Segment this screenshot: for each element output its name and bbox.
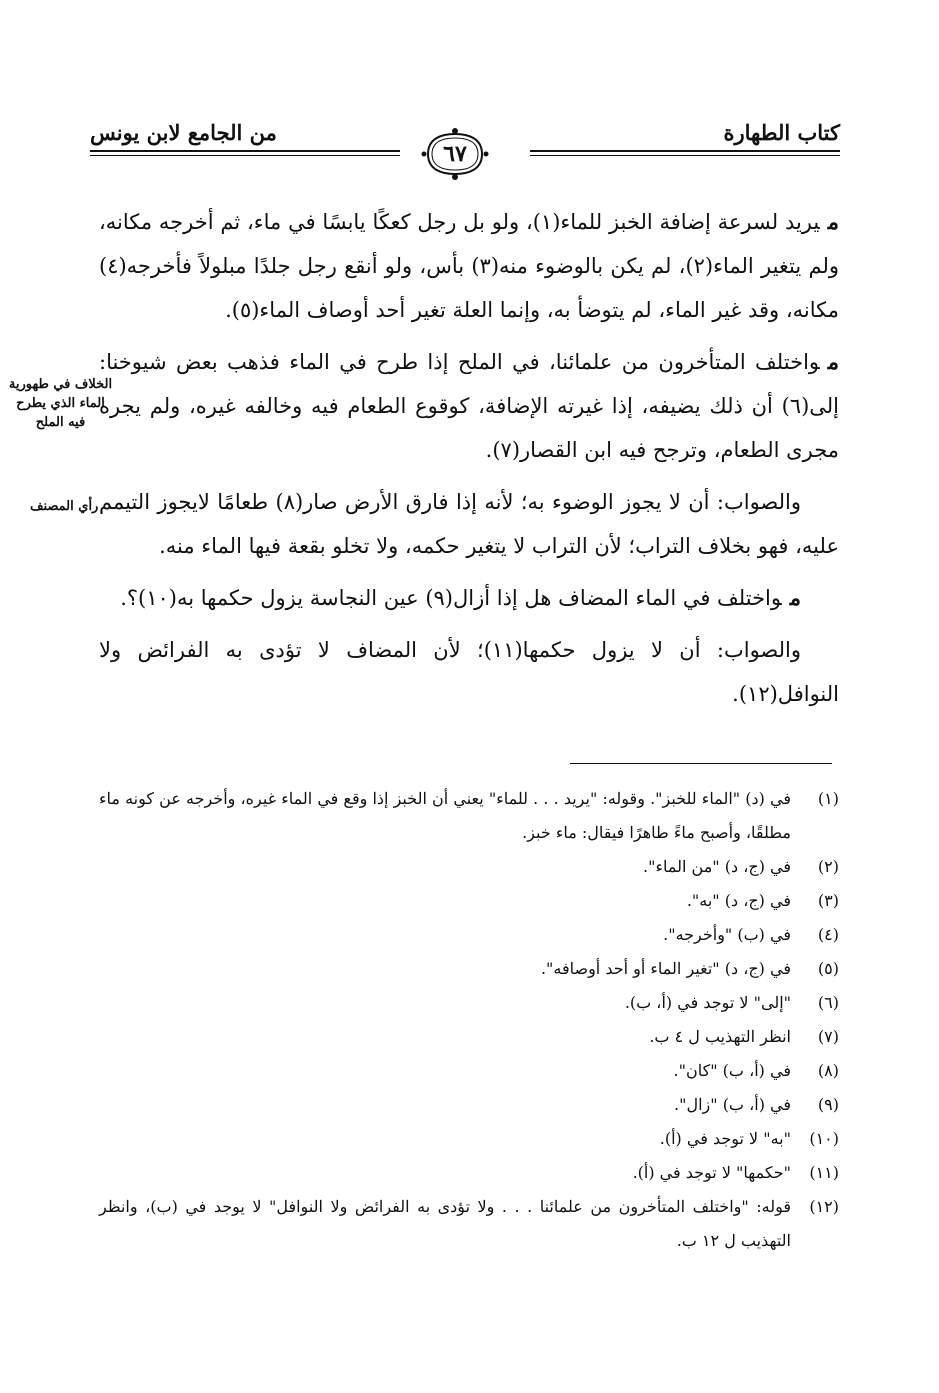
- footnote-number: (٤): [817, 925, 839, 944]
- header-rule-left: [90, 150, 400, 152]
- footnote: [99, 986, 839, 1020]
- paragraph-text: والصواب: أن لا يجوز الوضوء به؛ لأنه إذا فارق الأرض صار(٨) طعامًا لايجوز التيمم عليه، فهو بخلاف التراب؛ لأن التراب لا يتغير حكمه، ولا تخلو بقعة فيها الماء منه.: [99, 490, 839, 558]
- paragraph-marker: م: [827, 209, 839, 234]
- footnote-text: "حكمها" لا توجد في (أ).: [632, 1163, 791, 1182]
- footnote-text: قوله: "واختلف المتأخرون من علمائنا . . . ولا تؤدى به الفرائض ولا النوافل" لا يوجد في (ب)، وانظر التهذيب ل ١٢ ب.: [99, 1197, 791, 1250]
- footnote-number: (٩): [817, 1095, 839, 1114]
- footnote-number: (٥): [817, 959, 839, 978]
- footnote-text: في (ج، د) "به".: [686, 891, 791, 910]
- paragraph-4: [99, 576, 839, 620]
- book-title: كتاب الطهارة: [723, 120, 840, 145]
- footnote: [99, 1020, 839, 1054]
- paragraph-text: واختلف في الماء المضاف هل إذا أزال(٩) عين النجاسة يزول حكمها به(١٠)؟.: [120, 586, 782, 610]
- footnote-text: في (ب) "وأخرجه".: [663, 925, 791, 944]
- footnote-text: في (أ، ب) "زال".: [674, 1095, 791, 1114]
- footnote-number: (٢): [817, 857, 839, 876]
- footnote-text: في (ج، د) "من الماء".: [643, 857, 791, 876]
- paragraph-text: والصواب: أن لا يزول حكمها(١١)؛ لأن المضاف لا تؤدى به الفرائض ولا النوافل(١٢).: [99, 638, 839, 706]
- footnote-number: (٧): [817, 1027, 839, 1046]
- footnote: [99, 918, 839, 952]
- footnote: [99, 1088, 839, 1122]
- footnote-number: (١): [817, 789, 839, 808]
- footnote: [99, 884, 839, 918]
- page-number: ٦٧: [443, 141, 467, 167]
- footnote-text: في (د) "الماء للخبز". وقوله: "يريد . . . للماء" يعني أن الخبز إذا وقع في الماء غيره، وأخرجه عن كونه ماء مطلقًا، وأصبح ماءً طاهرًا فيقال: ماء خبز.: [99, 789, 791, 842]
- footnotes: [99, 782, 839, 1258]
- footnote-text: "إلى" لا توجد في (أ، ب).: [624, 993, 791, 1012]
- footnote: [99, 1156, 839, 1190]
- footnote-text: "به" لا توجد في (أ).: [659, 1129, 791, 1148]
- footnote-number: (١٢): [809, 1197, 839, 1216]
- footnote-number: (١١): [809, 1163, 839, 1182]
- running-header: [90, 120, 840, 188]
- margin-note-salt: الخلاف في طهورية الماء الذي يطرح فيه الملح: [8, 377, 113, 430]
- paragraph-2: [99, 340, 839, 472]
- footnote-number: (١٠): [809, 1129, 839, 1148]
- footnote: [99, 782, 839, 850]
- footnote-number: (٨): [817, 1061, 839, 1080]
- footnote-text: انظر التهذيب ل ٤ ب.: [649, 1027, 791, 1046]
- footnote-text: في (أ، ب) "كان".: [673, 1061, 791, 1080]
- main-text: [99, 200, 839, 724]
- paragraph-text: واختلف المتأخرون من علمائنا، في الملح إذا طرح في الماء فذهب بعض شيوخنا: إلى(٦) أن ذلك يضيفه، إذا غيرته الإضافة، كوقوع الطعام فيه وخالفه غيره، ولم يجره مجرى الطعام، وترجح فيه ابن القصار(٧).: [99, 350, 839, 462]
- footnote-separator: [570, 763, 832, 764]
- header-rule-right: [530, 150, 840, 152]
- footnote: [99, 1054, 839, 1088]
- footnote: [99, 1122, 839, 1156]
- footnote: [99, 1190, 839, 1258]
- footnote-number: (٣): [817, 891, 839, 910]
- paragraph-5: [99, 628, 839, 716]
- page-number-ornament: [420, 128, 490, 180]
- paragraph-marker: م: [827, 349, 839, 374]
- footnote: [99, 952, 839, 986]
- footnote: [99, 850, 839, 884]
- paragraph-marker: م: [789, 585, 801, 610]
- margin-note-author-opinion: رأي المصنف: [30, 499, 99, 514]
- footnote-number: (٦): [817, 993, 839, 1012]
- footnote-text: في (ج، د) "تغير الماء أو أحد أوصافه".: [540, 959, 791, 978]
- paragraph-1: [99, 200, 839, 332]
- paragraph-text: يريد لسرعة إضافة الخبز للماء(١)، ولو بل رجل كعكًا يابسًا في ماء، ثم أخرجه مكانه، ولم يتغير الماء(٢)، لم يكن بالوضوء منه(٣) بأس، ولو أنقع رجل جلدًا مبلولاً فأخرجه(٤) مكانه، وقد غير الماء، لم يتوضأ به، وإنما العلة تغير أحد أوصاف الماء(٥).: [99, 210, 839, 322]
- source-title: من الجامع لابن يونس: [90, 120, 277, 145]
- paragraph-3: [99, 480, 839, 568]
